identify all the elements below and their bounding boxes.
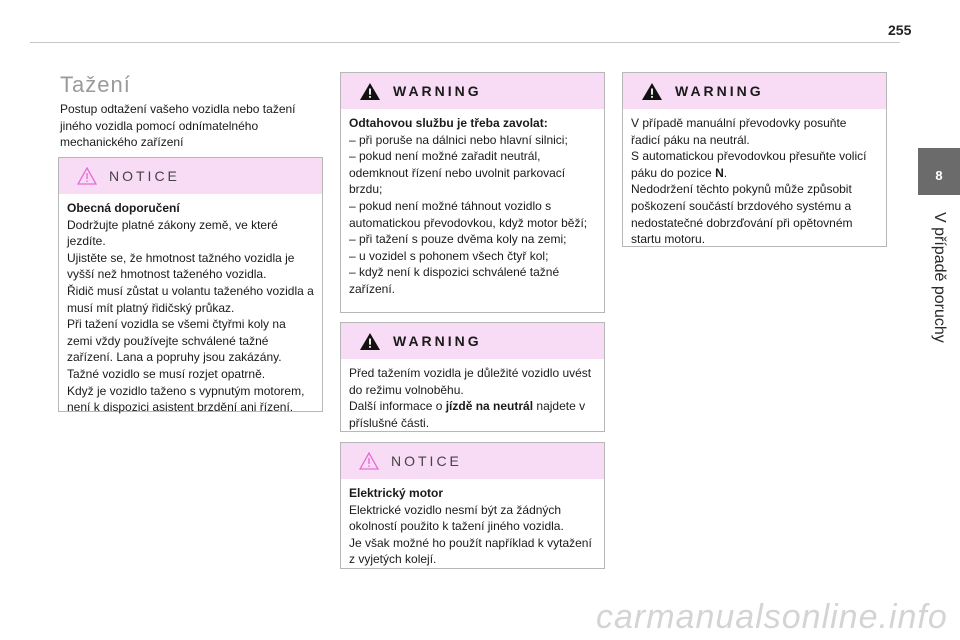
notice-label: NOTICE [109,168,180,184]
warning-box-gearbox [622,72,887,247]
chapter-tab[interactable]: 8 [918,148,960,195]
warning-header [341,323,604,359]
watermark: carmanualsonline.info [596,598,948,636]
warning-box-neutral [340,322,605,432]
warning-line: Před tažením vozidla je důležité vozidlo uvést do režimu volnoběhu. [349,366,592,397]
warning-line [631,148,878,181]
notice-title: Elektrický motor [349,486,444,500]
warning-line: – při poruše na dálnici nebo hlavní silnici; [349,132,568,147]
warning-triangle-icon [641,82,663,101]
notice-line: Ujistěte se, že hmotnost tažného vozidla je vyšší než hmotnost taženého vozidla. [67,250,295,282]
notice-line: Řidič musí zůstat u volantu taženého vozidla a musí mít platný řidičský průkaz. [67,283,314,315]
warning-label: WARNING [393,83,482,99]
warning-text: Další informace o [349,399,446,414]
warning-label: WARNING [675,83,764,99]
warning-line: Nedodržení těchto pokynů může způsobit poškození součástí brzdového systému a nedostatečné dobrzďování při opětovném startu motoru. [631,182,853,247]
notice-line: Dodržujte platné zákony země, ve které jezdíte. [67,217,278,249]
notice-line: Je však možné ho použít například k vytažení z vyjetých kolejí. [349,535,592,567]
warning-text: . [723,165,728,180]
chapter-title: V případě poruchy [931,212,948,343]
gear-position-n: N [715,165,724,180]
warning-title: Odtahovou službu je třeba zavolat: [349,116,548,130]
notice-line: Při tažení vozidla se všemi čtyřmi koly na zemi vždy používejte schválené tažné zařízení. Lana a popruhy jsou zakázány. [67,317,286,365]
top-divider [30,42,900,43]
warning-text: S automatickou převodovkou přesuňte volicí páku do pozice [631,149,867,180]
warning-line: – pokud není možné táhnout vozidlo s automatickou převodovkou, když motor běží; [349,198,588,230]
section-title: Tažení [60,72,131,97]
notice-header [59,158,322,194]
notice-triangle-icon [77,167,97,185]
warning-box-towing-service [340,72,605,313]
warning-text: najdete v příslušné části. [349,399,586,430]
notice-label: NOTICE [391,453,462,469]
warning-line: V případě manuální převodovky posuňte řadicí páku na neutrál. [631,116,847,147]
notice-line: Tažné vozidlo se musí rozjet opatrně. [67,366,266,381]
warning-triangle-icon [359,332,381,351]
warning-line [349,398,596,431]
notice-header [341,443,604,479]
warning-triangle-icon [359,82,381,101]
warning-line: – pokud není možné zařadit neutrál, odemknout řízení nebo uvolnit parkovací brzdu; [349,149,566,197]
notice-line: Elektrické vozidlo nesmí být za žádných okolností použito k tažení jiného vozidla. [349,502,564,534]
warning-line: – když není k dispozici schválené tažné zařízení. [349,265,560,296]
notice-box-electric-motor [340,442,605,569]
notice-title: Obecná doporučení [67,201,180,215]
warning-label: WARNING [393,333,482,349]
notice-triangle-icon [359,452,379,470]
notice-line: Když je vozidlo taženo s vypnutým motorem, není k dispozici asistent brzdění ani řízení. [67,383,305,415]
page-number: 255 [888,22,912,38]
notice-box-general [58,157,323,415]
warning-line: – u vozidel s pohonem všech čtyř kol; [349,248,549,263]
intro-text: Postup odtažení vašeho vozidla nebo tažení jiného vozidla pomocí odnímatelného mechanického zařízení [60,102,296,149]
warning-header [341,73,604,109]
warning-line: – při tažení s pouze dvěma koly na zemi; [349,232,567,247]
neutral-driving-term: jízdě na neutrál [445,399,534,414]
warning-header [623,73,886,109]
